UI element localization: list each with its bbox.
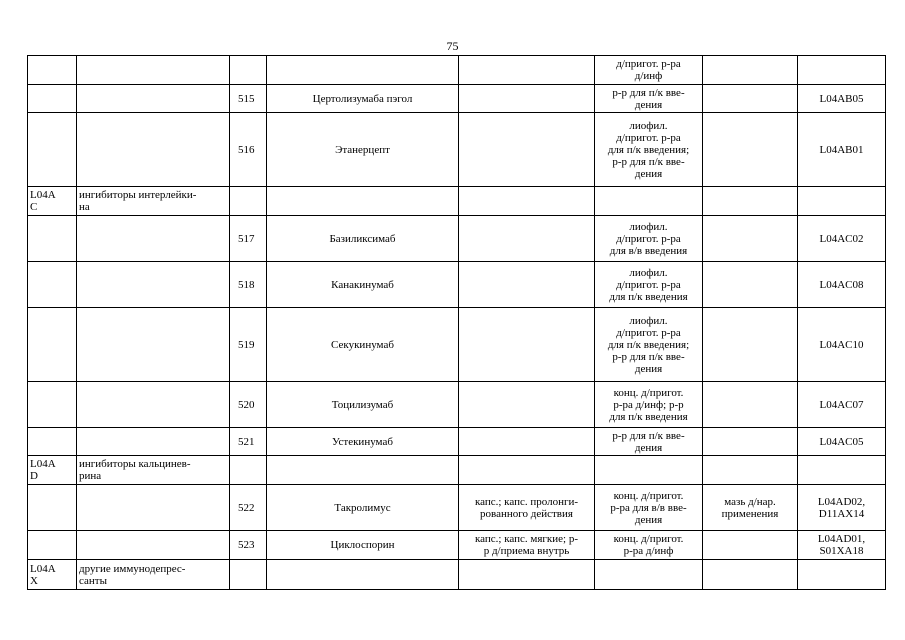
form-cell-2 [595,456,703,485]
atc-code-cell: L04AC07 [798,382,886,428]
group-row [28,187,886,216]
atc-code-cell: L04AC02 [798,216,886,262]
drug-name-cell: Базиликсимаб [267,216,459,262]
atc-group-code [28,382,77,428]
number-cell [230,56,267,85]
form-cell-3 [703,560,798,590]
form-cell-1 [459,382,595,428]
group-row [28,560,886,590]
atc-group-name: ингибиторы кальцинев- рина [77,456,230,485]
table-row [28,216,886,262]
form-cell-2: лиофил. д/пригот. р-ра для п/к введения [595,262,703,308]
form-cell-2 [595,187,703,216]
form-cell-3 [703,456,798,485]
form-cell-3 [703,428,798,456]
drug-name-cell: Такролимус [267,485,459,531]
atc-group-name [77,531,230,560]
form-cell-1 [459,187,595,216]
atc-group-name: ингибиторы интерлейки- на [77,187,230,216]
atc-group-name [77,113,230,187]
atc-group-code: L04A X [28,560,77,590]
table-row [28,428,886,456]
atc-group-code [28,113,77,187]
form-cell-1 [459,428,595,456]
form-cell-1 [459,113,595,187]
drug-name-cell: Тоцилизумаб [267,382,459,428]
atc-group-code [28,216,77,262]
form-cell-2: лиофил. д/пригот. р-ра для в/в введения [595,216,703,262]
drug-name-cell [267,456,459,485]
atc-group-code [28,308,77,382]
number-cell: 519 [230,308,267,382]
table-row [28,113,886,187]
atc-group-name [77,85,230,113]
number-cell: 515 [230,85,267,113]
atc-code-cell [798,560,886,590]
form-cell-2: конц. д/пригот. р-ра д/инф; р-р для п/к введения [595,382,703,428]
drug-name-cell: Цертолизумаба пэгол [267,85,459,113]
atc-group-name [77,216,230,262]
form-cell-2 [595,560,703,590]
atc-group-code [28,56,77,85]
form-cell-3 [703,382,798,428]
drug-name-cell: Этанерцепт [267,113,459,187]
atc-group-code [28,531,77,560]
atc-group-code: L04A D [28,456,77,485]
atc-group-name [77,428,230,456]
atc-group-code [28,428,77,456]
atc-group-code [28,485,77,531]
atc-group-code [28,85,77,113]
form-cell-3 [703,56,798,85]
atc-code-cell [798,187,886,216]
group-row [28,456,886,485]
drug-name-cell [267,560,459,590]
number-cell: 521 [230,428,267,456]
page-number: 75 [446,39,459,53]
form-cell-2: р-р для п/к вве- дения [595,85,703,113]
drug-name-cell: Устекинумаб [267,428,459,456]
atc-code-cell: L04AC10 [798,308,886,382]
table-row [28,262,886,308]
form-cell-1 [459,308,595,382]
form-cell-1 [459,56,595,85]
table-row [28,308,886,382]
table-row [28,531,886,560]
atc-group-name [77,382,230,428]
form-cell-3 [703,262,798,308]
form-cell-2: конц. д/пригот. р-ра для в/в вве- дения [595,485,703,531]
table-row [28,382,886,428]
form-cell-1 [459,560,595,590]
form-cell-1: капс.; капс. пролонги- рованного действия [459,485,595,531]
atc-code-cell [798,456,886,485]
form-cell-1: капс.; капс. мягкие; р- р д/приема внутрь [459,531,595,560]
form-cell-2: р-р для п/к вве- дения [595,428,703,456]
form-cell-3 [703,216,798,262]
table-row [28,485,886,531]
form-cell-1 [459,216,595,262]
atc-group-name [77,56,230,85]
form-cell-1 [459,85,595,113]
number-cell: 517 [230,216,267,262]
atc-code-cell [798,56,886,85]
atc-code-cell: L04AB01 [798,113,886,187]
drug-name-cell: Циклоспорин [267,531,459,560]
number-cell [230,456,267,485]
table-row [28,56,886,85]
number-cell: 520 [230,382,267,428]
atc-group-code: L04A C [28,187,77,216]
number-cell: 523 [230,531,267,560]
atc-code-cell: L04AD01, S01XA18 [798,531,886,560]
form-cell-1 [459,456,595,485]
atc-group-name [77,308,230,382]
number-cell [230,187,267,216]
form-cell-3 [703,85,798,113]
number-cell [230,560,267,590]
atc-code-cell: L04AC05 [798,428,886,456]
atc-code-cell: L04AD02, D11AX14 [798,485,886,531]
form-cell-3: мазь д/нар. применения [703,485,798,531]
form-cell-3 [703,187,798,216]
atc-code-cell: L04AC08 [798,262,886,308]
atc-group-name [77,485,230,531]
drug-name-cell [267,56,459,85]
form-cell-2: д/пригот. р-ра д/инф [595,56,703,85]
drug-name-cell [267,187,459,216]
form-cell-3 [703,308,798,382]
drug-name-cell: Секукинумаб [267,308,459,382]
table-row [28,85,886,113]
atc-group-name: другие иммунодепрес- санты [77,560,230,590]
form-cell-2: лиофил. д/пригот. р-ра для п/к введения; р-р для п/к вве- дения [595,308,703,382]
form-cell-2: конц. д/пригот. р-ра д/инф [595,531,703,560]
atc-group-name [77,262,230,308]
form-cell-3 [703,531,798,560]
drug-table [27,55,886,590]
number-cell: 516 [230,113,267,187]
form-cell-1 [459,262,595,308]
form-cell-3 [703,113,798,187]
drug-name-cell: Канакинумаб [267,262,459,308]
number-cell: 522 [230,485,267,531]
number-cell: 518 [230,262,267,308]
form-cell-2: лиофил. д/пригот. р-ра для п/к введения; р-р для п/к вве- дения [595,113,703,187]
atc-group-code [28,262,77,308]
atc-code-cell: L04AB05 [798,85,886,113]
